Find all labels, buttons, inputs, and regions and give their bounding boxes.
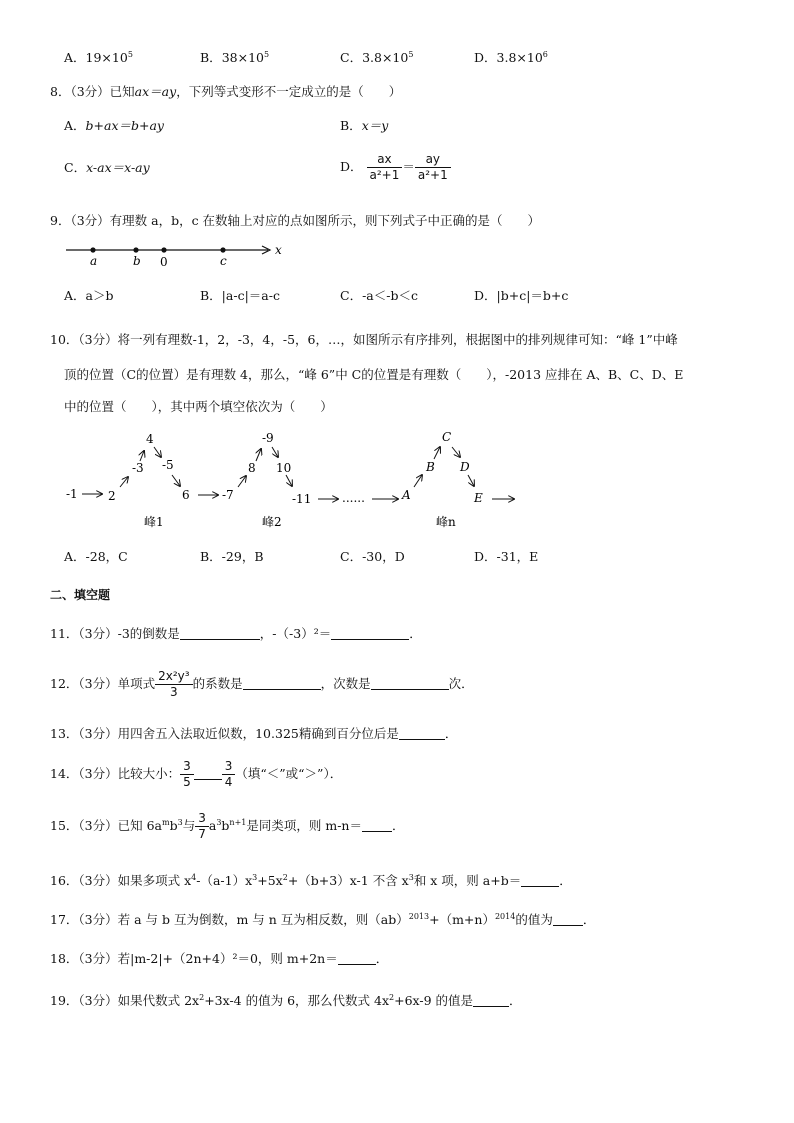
label-x: x [275, 243, 282, 257]
num-minus7: -7 [222, 488, 234, 502]
q7-option-b[interactable]: B．$38\times 10^5$ [200, 50, 270, 65]
arrow [172, 475, 180, 486]
label-E: E [474, 491, 483, 505]
arrow [238, 476, 246, 487]
fraction: $\frac{ax}{\text{a²+1}}$ [367, 152, 403, 183]
q10-option-c[interactable]: C．-30，D [340, 549, 405, 564]
fraction: $\frac{3}{7}$ [195, 811, 209, 842]
label-B: B [426, 460, 435, 474]
q8-option-d[interactable]: D． $\frac{ax}{\text{a²+1}}$ ＝ $\frac{ay}{\text{a²+1}}$ [340, 150, 451, 184]
q8-option-a[interactable]: A．b+ax＝b+ay [64, 118, 164, 133]
q10-option-a[interactable]: A．-28，C [64, 549, 128, 564]
answer-blank[interactable] [521, 874, 559, 887]
peak-diagram [60, 425, 530, 535]
q7-option-c[interactable]: C．$3.8\times 10^5$ [340, 50, 414, 65]
answer-blank[interactable] [473, 994, 509, 1007]
num-4: 4 [146, 432, 154, 446]
q7-option-a[interactable]: A．$19\times 10^5$ [64, 50, 133, 65]
q8-stem: 8．（3分）已知ax＝ay，下列等式变形不一定成立的是（ ） [50, 84, 402, 99]
fraction: $\frac{3}{4}$ [222, 759, 236, 790]
q7-option-d[interactable]: D．$3.8\times 10^6$ [474, 50, 548, 65]
q11: 11．（3分）-3的倒数是 ，-（-3）²＝ ． [50, 626, 422, 641]
fraction: $\frac{3}{5}$ [180, 759, 194, 790]
num-minus1: -1 [66, 487, 78, 501]
arrow [286, 475, 292, 486]
answer-blank[interactable] [194, 767, 222, 780]
peakn-label: 峰n [436, 515, 456, 529]
fraction: $\frac{\text{2x²y³}}{3}$ [155, 669, 192, 700]
num-minus11: -11 [292, 492, 312, 506]
num-minus5: -5 [162, 458, 174, 472]
arrow [140, 451, 144, 461]
arrow [452, 447, 460, 457]
q17: 17．（3分）若 a 与 b 互为倒数，m 与 n 互为相反数，则$(ab)^{2013}+(m+n)^{2014}$的值为 ． [50, 912, 596, 927]
answer-blank[interactable] [180, 627, 260, 640]
q16: 16．（3分）如果多项式 $x^4-(a-1)x^3+5x^2+(b+3)x-1$ 不含 $x^3$和 x 项，则 a+b＝ ． [50, 873, 572, 888]
arrow [120, 477, 128, 487]
num-2: 2 [108, 489, 116, 503]
answer-blank[interactable] [553, 913, 583, 926]
arrow [272, 447, 278, 457]
q9-option-b[interactable]: B．|a-c|＝a-c [200, 288, 280, 303]
q8-option-b[interactable]: B．x＝y [340, 118, 389, 133]
peak1-label: 峰1 [144, 515, 164, 529]
arrow [468, 475, 474, 486]
q9-option-d[interactable]: D．|b+c|＝b+c [474, 288, 569, 303]
label-b: b [133, 254, 141, 268]
label-C: C [442, 430, 452, 444]
q10-stem-line1: 10．（3分）将一列有理数-1，2，-3，4，-5，6，…，如图所示有序排列，根据图中的排列规律可知：“峰 1”中峰 [50, 332, 678, 347]
answer-blank[interactable] [362, 819, 392, 832]
arrow [434, 447, 440, 459]
q9-option-a[interactable]: A．a＞b [64, 288, 114, 303]
q15: 15．（3分）已知 $6a^mb^3$与 $\frac{3}{7}$ $a^3b^{n+1}$是同类项，则 m-n＝ ． [50, 811, 405, 841]
label-a: a [90, 254, 98, 268]
section-title: 二、填空题 [50, 588, 111, 602]
label-zero: 0 [160, 255, 168, 268]
num-minus9: -9 [262, 431, 274, 445]
num-8: 8 [248, 461, 256, 475]
num-10: 10 [276, 461, 292, 475]
label-D: D [460, 460, 470, 474]
q10-option-b[interactable]: B．-29，B [200, 549, 264, 564]
num-6: 6 [182, 488, 190, 502]
point-zero [161, 247, 166, 252]
q10-option-d[interactable]: D．-31，E [474, 549, 539, 564]
fraction: $\frac{ay}{\text{a²+1}}$ [415, 152, 451, 183]
label-c: c [220, 254, 227, 268]
point-c [220, 247, 225, 252]
q9-option-c[interactable]: C．-a＜-b＜c [340, 288, 418, 303]
answer-blank[interactable] [371, 677, 449, 690]
q18: 18．（3分）若|m-2|+（2n+4）²＝0，则 m+2n＝ ． [50, 951, 389, 966]
answer-blank[interactable] [243, 677, 321, 690]
answer-blank[interactable] [331, 627, 409, 640]
num-minus3: -3 [132, 461, 144, 475]
q10-stem-line3: 中的位置（ ），其中两个填空依次为（ ） [64, 399, 333, 414]
point-b [133, 247, 138, 252]
arrow [414, 475, 422, 487]
q9-stem: 9．（3分）有理数 a，b，c 在数轴上对应的点如图所示，则下列式子中正确的是（ ） [50, 213, 541, 228]
q14: 14．（3分）比较大小： $\frac{3}{5}$ $\frac{3}{4}$ （填“＜”或“＞”）． [50, 759, 343, 789]
ellipsis: ...... [342, 491, 365, 505]
q10-stem-line2: 顶的位置（C的位置）是有理数 4，那么，“峰 6”中 C的位置是有理数（ ），-2013 应排在 A、B、C、D、E [64, 367, 684, 382]
peak2-label: 峰2 [262, 515, 282, 529]
point-a [90, 247, 95, 252]
q8-option-c[interactable]: C．x-ax＝x-ay [64, 160, 150, 175]
arrow [256, 449, 261, 461]
label-A: A [402, 488, 411, 502]
q13: 13．（3分）用四舍五入法取近似数，10.325精确到百分位后是 ． [50, 726, 458, 741]
q19: 19．（3分）如果代数式 $2x^2+3x-4$ 的值为 6，那么代数式 $4x^2+6x-9$ 的值是 ． [50, 993, 522, 1008]
answer-blank[interactable] [399, 727, 445, 740]
q12: 12．（3分）单项式 $\frac{\text{2x²y³}}{3}$ 的系数是 ，次数是 次． [50, 669, 474, 699]
answer-blank[interactable] [338, 952, 376, 965]
number-line-figure [60, 238, 300, 268]
arrow [154, 447, 161, 457]
